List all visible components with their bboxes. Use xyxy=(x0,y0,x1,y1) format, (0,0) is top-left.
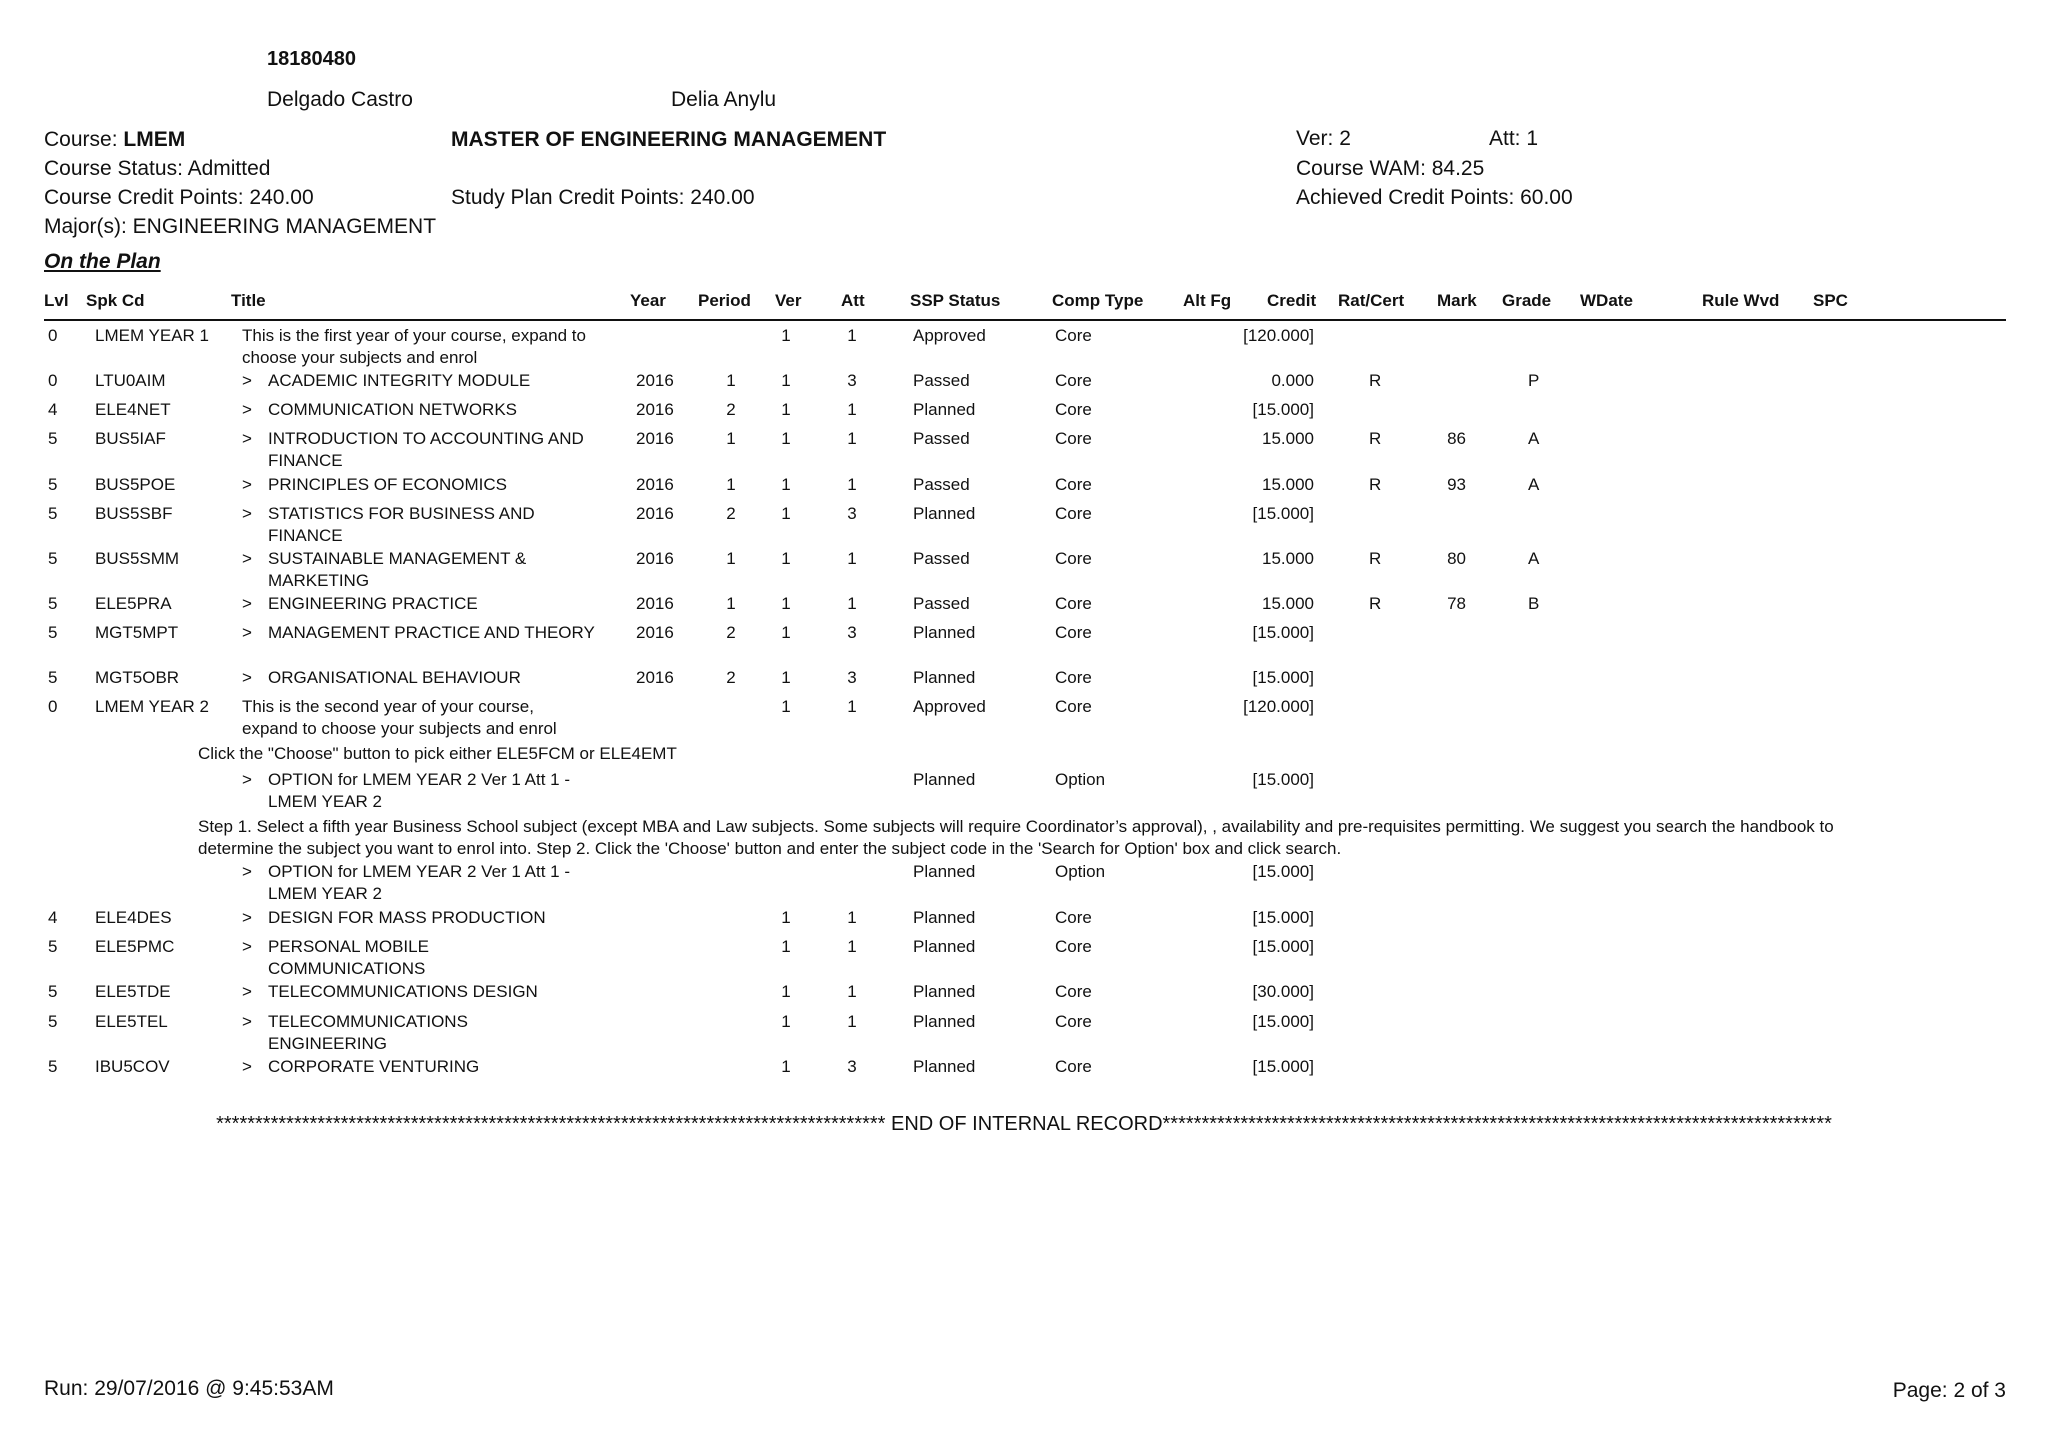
cell-lvl: 0 xyxy=(48,697,58,716)
cell-credit: [30.000] xyxy=(1252,982,1314,1001)
cell-comp: Core xyxy=(1055,475,1092,494)
cell-lvl: 5 xyxy=(48,1012,58,1031)
cell-ver: 1 xyxy=(781,1012,791,1031)
cell-lvl: 0 xyxy=(48,371,58,390)
course-ver: Ver: 2 xyxy=(1296,127,1351,150)
cell-lvl: 5 xyxy=(48,504,58,523)
cell-grade: P xyxy=(1528,371,1540,390)
cell-ver: 1 xyxy=(781,937,791,956)
course-label: Course: xyxy=(44,128,118,151)
col-alt-fg: Alt Fg xyxy=(1183,291,1232,310)
cell-att: 3 xyxy=(847,668,857,687)
cell-att: 1 xyxy=(847,400,857,419)
table-row xyxy=(44,325,2006,369)
cell-title: STATISTICS FOR BUSINESS AND FINANCE xyxy=(268,504,535,545)
cell-credit: [15.000] xyxy=(1252,1012,1314,1031)
cell-att: 1 xyxy=(847,982,857,1001)
cell-ssp: Passed xyxy=(913,371,970,390)
cell-ssp: Planned xyxy=(913,982,976,1001)
student-id: 18180480 xyxy=(267,48,356,70)
cell-credit: [15.000] xyxy=(1252,1057,1314,1076)
cell-arrow: > xyxy=(242,1057,252,1076)
cell-arrow: > xyxy=(242,908,252,927)
cell-att: 1 xyxy=(847,1012,857,1031)
cell-ver: 1 xyxy=(781,594,791,613)
cell-spk: MGT5MPT xyxy=(95,623,179,642)
cell-mark: 93 xyxy=(1447,475,1466,494)
cell-year: 2016 xyxy=(636,594,674,613)
cell-comp: Core xyxy=(1055,326,1092,345)
cell-grade: B xyxy=(1528,594,1540,613)
cell-period: 2 xyxy=(726,623,736,642)
choose-note: Click the "Choose" button to pick either ELE5FCM or ELE4EMT xyxy=(198,744,677,763)
cell-credit: [15.000] xyxy=(1252,668,1314,687)
cell-lvl: 5 xyxy=(48,429,58,448)
cell-ver: 1 xyxy=(781,549,791,568)
cell-title: SUSTAINABLE MANAGEMENT & MARKETING xyxy=(268,549,527,590)
cell-mark: 78 xyxy=(1447,594,1466,613)
cell-ssp: Planned xyxy=(913,770,976,789)
col-spc: SPC xyxy=(1813,291,1848,310)
col-mark: Mark xyxy=(1437,291,1477,310)
table-row xyxy=(44,769,2006,813)
cell-ver: 1 xyxy=(781,475,791,494)
cell-year: 2016 xyxy=(636,371,674,390)
cell-ver: 1 xyxy=(781,400,791,419)
cell-ver: 1 xyxy=(781,982,791,1001)
cell-comp: Core xyxy=(1055,982,1092,1001)
cell-comp: Core xyxy=(1055,908,1092,927)
cell-period: 1 xyxy=(726,475,736,494)
cell-year: 2016 xyxy=(636,400,674,419)
cell-ssp: Planned xyxy=(913,937,976,956)
cell-att: 1 xyxy=(847,594,857,613)
col-title: Title xyxy=(231,291,266,310)
cell-credit: [120.000] xyxy=(1243,697,1314,716)
cell-lvl: 5 xyxy=(48,668,58,687)
cell-ssp: Planned xyxy=(913,908,976,927)
cell-comp: Option xyxy=(1055,862,1106,881)
cell-year: 2016 xyxy=(636,668,674,687)
cell-arrow: > xyxy=(242,1012,252,1031)
cell-spk: ELE5TDE xyxy=(95,982,171,1001)
cell-credit: [120.000] xyxy=(1243,326,1314,345)
cell-att: 1 xyxy=(847,429,857,448)
cell-lvl: 4 xyxy=(48,908,58,927)
page-number: Page: 2 of 3 xyxy=(1892,1379,2006,1402)
cell-ver: 1 xyxy=(781,697,791,716)
cell-rat: R xyxy=(1369,371,1382,390)
table-row xyxy=(44,861,2006,905)
cell-ssp: Passed xyxy=(913,549,970,568)
table-row xyxy=(44,696,2006,740)
cell-comp: Core xyxy=(1055,623,1092,642)
cell-credit: [15.000] xyxy=(1252,770,1314,789)
cell-att: 1 xyxy=(847,697,857,716)
cell-ssp: Passed xyxy=(913,429,970,448)
course-name: MASTER OF ENGINEERING MANAGEMENT xyxy=(451,128,887,151)
cell-ver: 1 xyxy=(781,1057,791,1076)
cell-arrow: > xyxy=(242,668,252,687)
course-wam: Course WAM: 84.25 xyxy=(1296,157,1485,180)
cell-credit: [15.000] xyxy=(1252,862,1314,881)
cell-arrow: > xyxy=(242,371,252,390)
cell-rat: R xyxy=(1369,475,1382,494)
cell-spk: BUS5IAF xyxy=(95,429,166,448)
cell-comp: Core xyxy=(1055,549,1092,568)
cell-title: DESIGN FOR MASS PRODUCTION xyxy=(268,908,546,927)
cell-comp: Core xyxy=(1055,1012,1092,1031)
cell-att: 3 xyxy=(847,371,857,390)
cell-comp: Core xyxy=(1055,371,1092,390)
cell-arrow: > xyxy=(242,770,252,789)
cell-comp: Core xyxy=(1055,1057,1092,1076)
cell-ssp: Planned xyxy=(913,504,976,523)
cell-title: This is the second year of your course, expand to choose your subjects and enrol xyxy=(242,697,557,738)
cell-ssp: Passed xyxy=(913,594,970,613)
table-row xyxy=(44,548,2006,592)
cell-att: 1 xyxy=(847,475,857,494)
cell-title: OPTION for LMEM YEAR 2 Ver 1 Att 1 - LMEM YEAR 2 xyxy=(268,862,571,903)
col-comp-type: Comp Type xyxy=(1052,291,1144,310)
cell-spk: LMEM YEAR 2 xyxy=(95,697,210,716)
cell-title: COMMUNICATION NETWORKS xyxy=(268,400,518,419)
cell-spk: BUS5SBF xyxy=(95,504,173,523)
col-ver: Ver xyxy=(775,291,802,310)
cell-title: ENGINEERING PRACTICE xyxy=(268,594,478,613)
col-spk-cd: Spk Cd xyxy=(86,291,145,310)
cell-period: 1 xyxy=(726,371,736,390)
cell-arrow: > xyxy=(242,862,252,881)
cell-period: 2 xyxy=(726,668,736,687)
cell-ssp: Planned xyxy=(913,1012,976,1031)
cell-ver: 1 xyxy=(781,668,791,687)
cell-year: 2016 xyxy=(636,623,674,642)
majors: Major(s): ENGINEERING MANAGEMENT xyxy=(44,215,437,238)
cell-rat: R xyxy=(1369,429,1382,448)
col-ssp-status: SSP Status xyxy=(910,291,1001,310)
cell-title: This is the first year of your course, expand to choose your subjects and enrol xyxy=(242,326,586,367)
cell-ver: 1 xyxy=(781,504,791,523)
col-att: Att xyxy=(841,291,865,310)
cell-ver: 1 xyxy=(781,371,791,390)
cell-att: 1 xyxy=(847,937,857,956)
table-header xyxy=(44,289,2006,321)
cell-title: INTRODUCTION TO ACCOUNTING AND FINANCE xyxy=(268,429,584,470)
run-timestamp: Run: 29/07/2016 @ 9:45:53AM xyxy=(44,1377,334,1400)
cell-lvl: 5 xyxy=(48,937,58,956)
cell-arrow: > xyxy=(242,623,252,642)
cell-rat: R xyxy=(1369,549,1382,568)
course-att: Att: 1 xyxy=(1489,127,1539,150)
cell-arrow: > xyxy=(242,549,252,568)
cell-ssp: Planned xyxy=(913,862,976,881)
col-credit: Credit xyxy=(1267,291,1317,310)
end-of-record-marker: ************************************************************************************** END OF INTERNAL RECORD************************************************************************************** xyxy=(216,1113,1832,1135)
cell-arrow: > xyxy=(242,594,252,613)
cell-arrow: > xyxy=(242,504,252,523)
cell-att: 1 xyxy=(847,908,857,927)
cell-lvl: 5 xyxy=(48,623,58,642)
cell-spk: LTU0AIM xyxy=(95,371,166,390)
study-plan-credit-points: Study Plan Credit Points: 240.00 xyxy=(451,186,755,209)
cell-arrow: > xyxy=(242,400,252,419)
cell-lvl: 5 xyxy=(48,1057,58,1076)
cell-spk: BUS5POE xyxy=(95,475,176,494)
cell-year: 2016 xyxy=(636,504,674,523)
cell-att: 1 xyxy=(847,326,857,345)
col-rat-cert: Rat/Cert xyxy=(1338,291,1405,310)
cell-credit: 15.000 xyxy=(1262,594,1314,613)
cell-lvl: 4 xyxy=(48,400,58,419)
table-row xyxy=(44,428,2006,472)
col-lvl: Lvl xyxy=(44,291,69,310)
cell-year: 2016 xyxy=(636,429,674,448)
cell-period: 1 xyxy=(726,549,736,568)
cell-spk: MGT5OBR xyxy=(95,668,180,687)
cell-ssp: Approved xyxy=(913,326,986,345)
cell-lvl: 5 xyxy=(48,475,58,494)
cell-credit: [15.000] xyxy=(1252,504,1314,523)
cell-year: 2016 xyxy=(636,549,674,568)
course-code: LMEM xyxy=(123,128,186,151)
cell-credit: [15.000] xyxy=(1252,908,1314,927)
cell-arrow: > xyxy=(242,982,252,1001)
cell-arrow: > xyxy=(242,475,252,494)
cell-ver: 1 xyxy=(781,908,791,927)
cell-period: 2 xyxy=(726,504,736,523)
cell-ssp: Planned xyxy=(913,400,976,419)
col-grade: Grade xyxy=(1502,291,1552,310)
cell-comp: Core xyxy=(1055,594,1092,613)
cell-credit: [15.000] xyxy=(1252,937,1314,956)
col-rule-wvd: Rule Wvd xyxy=(1702,291,1780,310)
cell-period: 1 xyxy=(726,429,736,448)
cell-title: TELECOMMUNICATIONS DESIGN xyxy=(268,982,538,1001)
cell-rat: R xyxy=(1369,594,1382,613)
cell-credit: [15.000] xyxy=(1252,623,1314,642)
section-title: On the Plan xyxy=(44,250,161,273)
course-credit-points: Course Credit Points: 240.00 xyxy=(44,186,314,209)
achieved-credit-points: Achieved Credit Points: 60.00 xyxy=(1296,186,1573,209)
cell-ssp: Planned xyxy=(913,1057,976,1076)
student-given-names: Delia Anylu xyxy=(671,88,777,111)
cell-credit: 15.000 xyxy=(1262,429,1314,448)
cell-spk: ELE5PMC xyxy=(95,937,175,956)
table-row xyxy=(44,1011,2006,1055)
cell-grade: A xyxy=(1528,475,1540,494)
cell-title: PERSONAL MOBILE COMMUNICATIONS xyxy=(268,937,429,978)
cell-grade: A xyxy=(1528,549,1540,568)
cell-title: CORPORATE VENTURING xyxy=(268,1057,480,1076)
cell-lvl: 5 xyxy=(48,594,58,613)
cell-arrow: > xyxy=(242,937,252,956)
cell-ver: 1 xyxy=(781,623,791,642)
cell-grade: A xyxy=(1528,429,1540,448)
table-row xyxy=(44,1056,2006,1100)
cell-spk: ELE5TEL xyxy=(95,1012,168,1031)
cell-ssp: Passed xyxy=(913,475,970,494)
cell-title: ORGANISATIONAL BEHAVIOUR xyxy=(268,668,521,687)
cell-comp: Core xyxy=(1055,504,1092,523)
cell-spk: IBU5COV xyxy=(95,1057,170,1076)
cell-credit: [15.000] xyxy=(1252,400,1314,419)
cell-comp: Core xyxy=(1055,400,1092,419)
table-row xyxy=(44,622,2006,666)
cell-title: MANAGEMENT PRACTICE AND THEORY xyxy=(268,623,595,642)
cell-att: 3 xyxy=(847,623,857,642)
cell-ssp: Planned xyxy=(913,668,976,687)
cell-att: 3 xyxy=(847,504,857,523)
cell-ver: 1 xyxy=(781,429,791,448)
cell-title: OPTION for LMEM YEAR 2 Ver 1 Att 1 - LMEM YEAR 2 xyxy=(268,770,571,811)
cell-credit: 15.000 xyxy=(1262,475,1314,494)
col-year: Year xyxy=(630,291,666,310)
cell-ssp: Planned xyxy=(913,623,976,642)
cell-year: 2016 xyxy=(636,475,674,494)
col-wdate: WDate xyxy=(1580,291,1633,310)
table-row xyxy=(44,936,2006,980)
cell-comp: Option xyxy=(1055,770,1106,789)
course-code-line xyxy=(44,128,185,152)
table-row xyxy=(44,503,2006,547)
cell-comp: Core xyxy=(1055,429,1092,448)
cell-lvl: 0 xyxy=(48,326,58,345)
cell-mark: 80 xyxy=(1447,549,1466,568)
cell-lvl: 5 xyxy=(48,982,58,1001)
cell-ver: 1 xyxy=(781,326,791,345)
cell-title: ACADEMIC INTEGRITY MODULE xyxy=(268,371,531,390)
cell-comp: Core xyxy=(1055,697,1092,716)
cell-spk: ELE4DES xyxy=(95,908,172,927)
cell-credit: 15.000 xyxy=(1262,549,1314,568)
cell-comp: Core xyxy=(1055,937,1092,956)
cell-period: 1 xyxy=(726,594,736,613)
cell-spk: BUS5SMM xyxy=(95,549,180,568)
cell-comp: Core xyxy=(1055,668,1092,687)
cell-title: TELECOMMUNICATIONS ENGINEERING xyxy=(268,1012,468,1053)
course-status: Course Status: Admitted xyxy=(44,157,271,180)
student-family-name: Delgado Castro xyxy=(267,88,413,111)
cell-period: 2 xyxy=(726,400,736,419)
cell-att: 3 xyxy=(847,1057,857,1076)
col-period: Period xyxy=(698,291,751,310)
cell-title: PRINCIPLES OF ECONOMICS xyxy=(268,475,507,494)
cell-spk: ELE4NET xyxy=(95,400,171,419)
cell-lvl: 5 xyxy=(48,549,58,568)
cell-ssp: Approved xyxy=(913,697,986,716)
cell-arrow: > xyxy=(242,429,252,448)
cell-mark: 86 xyxy=(1447,429,1466,448)
step-note: Step 1. Select a fifth year Business School subject (except MBA and Law subjects. Some subjects will require Coordinator’s approval), , availability and pre-requisites permitting. We suggest you search the handbook to determine the subject you want to enrol into. Step 2. Click the 'Choose' button and enter the subject code in the 'Search for Option' box and click search. xyxy=(198,817,1834,858)
cell-spk: ELE5PRA xyxy=(95,594,172,613)
cell-spk: LMEM YEAR 1 xyxy=(95,326,210,345)
cell-att: 1 xyxy=(847,549,857,568)
cell-credit: 0.000 xyxy=(1271,371,1314,390)
